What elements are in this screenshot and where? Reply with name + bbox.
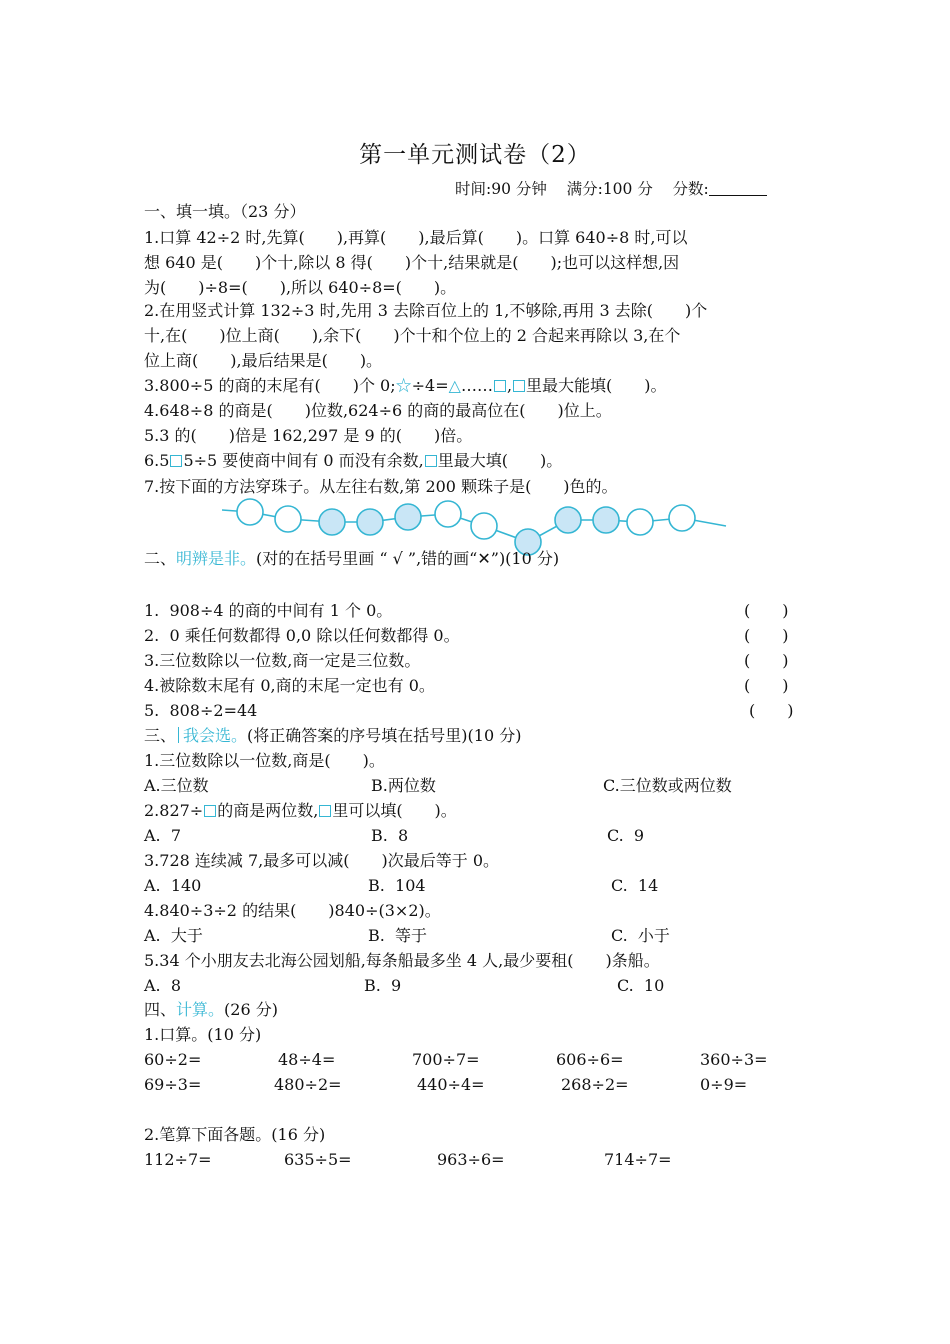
written-problem: 963÷6= [437, 1150, 505, 1169]
s1-q2-line2: 十,在( )位上商( ),余下( )个十和个位上的 2 合起来再除以 3,在个 [144, 326, 681, 345]
white-bead [627, 509, 653, 535]
oral-problem: 60÷2= [144, 1050, 202, 1069]
oral-problem: 69÷3= [144, 1075, 202, 1094]
s3-q3-stem: 3.728 连续减 7,最多可以减( )次最后等于 0。 [144, 851, 499, 870]
score-label: 分数: [672, 180, 709, 198]
white-bead [275, 506, 301, 532]
oral-problem: 268÷2= [561, 1075, 629, 1094]
written-problem: 714÷7= [604, 1150, 672, 1169]
oral-problem: 606÷6= [556, 1050, 624, 1069]
triangle-icon: △ [448, 376, 461, 395]
s1-q4: 4.648÷8 的商是( )位数,624÷6 的商的最高位在( )位上。 [144, 401, 612, 420]
option-b[interactable]: B.两位数 [371, 776, 436, 795]
written-problem: 112÷7= [144, 1150, 212, 1169]
s1-q3-text-a: 3.800÷5 的商的末尾有( )个 0; [144, 376, 396, 395]
beads-group [237, 499, 695, 555]
s1-q6-text-a: 6.5 [144, 451, 170, 470]
s2-item-1: 1. 908÷4 的商的中间有 1 个 0。 [144, 601, 393, 620]
white-bead [669, 505, 695, 531]
full-score: 满分:100 分 [566, 180, 653, 198]
written-calc-heading: 2.笔算下面各题。(16 分) [144, 1125, 326, 1144]
blue-bead [593, 507, 619, 533]
s1-q1-line1: 1.口算 42÷2 时,先算( ),再算( ),最后算( )。口算 640÷8 时,可以 [144, 228, 688, 247]
oral-problem: 0÷9= [700, 1075, 748, 1094]
option-c[interactable]: C.三位数或两位数 [603, 776, 732, 795]
oral-problem: 48÷4= [278, 1050, 336, 1069]
s2-item-4: 4.被除数末尾有 0,商的末尾一定也有 0。 [144, 676, 435, 695]
s2-heading-title: 明辨是非。 [176, 549, 257, 568]
option-a[interactable]: A. 7 [144, 826, 181, 845]
s2-item-2: 2. 0 乘任何数都得 0,0 除以任何数都得 0。 [144, 626, 460, 645]
option-b[interactable]: B. 9 [364, 976, 402, 995]
answer-paren[interactable]: ( ) [744, 676, 789, 695]
oral-problem: 480÷2= [274, 1075, 342, 1094]
square-icon [425, 455, 437, 467]
written-problem: 635÷5= [284, 1150, 352, 1169]
s1-q3-text-e: 里最大能填( )。 [526, 376, 667, 395]
oral-problem: 360÷3= [700, 1050, 768, 1069]
oral-problem: 440÷4= [417, 1075, 485, 1094]
section4-heading [144, 999, 278, 1021]
square-icon [204, 805, 216, 817]
option-a[interactable]: A. 8 [144, 976, 181, 995]
page-title: 第一单元测试卷（2） [359, 142, 591, 168]
s3-q5-stem: 5.34 个小朋友去北海公园划船,每条船最多坐 4 人,最少要租( )条船。 [144, 951, 660, 970]
white-bead [435, 501, 461, 527]
s1-q1-line2: 想 640 是( )个十,除以 8 得( )个十,结果就是( );也可以这样想,因 [144, 253, 680, 272]
s3-q1-stem: 1.三位数除以一位数,商是( )。 [144, 751, 385, 770]
star-icon: ☆ [395, 376, 412, 395]
s3-q2-text-a: 2.827÷ [144, 801, 204, 820]
s1-q3-text-c: …… [460, 376, 493, 395]
s1-q3 [144, 375, 667, 397]
s3-q4-stem: 4.840÷3÷2 的结果( )840÷(3×2)。 [144, 901, 441, 920]
s1-q3-text-d: , [506, 376, 513, 395]
option-c[interactable]: C. 14 [611, 876, 659, 895]
white-bead [237, 499, 263, 525]
square-icon [513, 380, 525, 392]
s1-q2-line1: 2.在用竖式计算 132÷3 时,先用 3 去除百位上的 1,不够除,再用 3 去除( )个 [144, 301, 708, 320]
s1-q1-line3: 为( )÷8=( ),所以 640÷8=( )。 [144, 278, 457, 297]
answer-paren[interactable]: ( ) [744, 626, 789, 645]
answer-paren[interactable]: ( ) [749, 701, 794, 720]
s2-item-5: 5. 808÷2=44 [144, 701, 258, 720]
section1-heading: 一、填一填。（23 分） [144, 202, 306, 221]
text-cursor [178, 727, 179, 743]
square-icon [319, 805, 331, 817]
s1-q6 [144, 450, 562, 472]
option-c[interactable]: C. 小于 [611, 926, 670, 945]
option-c[interactable]: C. 10 [617, 976, 665, 995]
s3-heading-num: 三、 [144, 726, 177, 745]
option-b[interactable]: B. 104 [368, 876, 426, 895]
s1-q6-text-c: 里最大填( )。 [437, 451, 563, 470]
s1-q2-line3: 位上商( ),最后结果是( )。 [144, 351, 383, 370]
score-blank[interactable] [709, 181, 767, 196]
answer-paren[interactable]: ( ) [744, 601, 789, 620]
s2-item-3: 3.三位数除以一位数,商一定是三位数。 [144, 651, 421, 670]
exam-meta [455, 177, 767, 199]
oral-calc-heading: 1.口算。(10 分) [144, 1025, 262, 1044]
s3-heading-note: (将正确答案的序号填在括号里)(10 分) [247, 726, 522, 745]
blue-bead [555, 507, 581, 533]
s2-heading-num: 二、 [144, 549, 177, 568]
s2-heading-note: (对的在括号里画 “ √ ”,错的画“✕”)(10 分) [256, 549, 560, 568]
blue-bead [357, 509, 383, 535]
section2-heading [144, 548, 559, 570]
option-a[interactable]: A.三位数 [144, 776, 209, 795]
section3-heading [144, 725, 521, 747]
s1-q5: 5.3 的( )倍是 162,297 是 9 的( )倍。 [144, 426, 473, 445]
oral-problem: 700÷7= [412, 1050, 480, 1069]
s1-q6-text-b: 5÷5 要使商中间有 0 而没有余数, [183, 451, 424, 470]
option-c[interactable]: C. 9 [607, 826, 645, 845]
s3-q2-text-c: 里可以填( )。 [332, 801, 457, 820]
option-b[interactable]: B. 等于 [368, 926, 428, 945]
bead-string-figure [222, 494, 732, 556]
blue-bead [395, 504, 421, 530]
s1-q7: 7.按下面的方法穿珠子。从左往右数,第 200 颗珠子是( )色的。 [144, 477, 618, 496]
option-a[interactable]: A. 大于 [144, 926, 203, 945]
white-bead [471, 513, 497, 539]
s4-heading-title: 计算。 [176, 1000, 225, 1019]
s4-heading-note: (26 分) [224, 1000, 278, 1019]
blue-bead [319, 509, 345, 535]
time-limit: 时间:90 分钟 [455, 180, 547, 198]
option-b[interactable]: B. 8 [371, 826, 409, 845]
square-icon [494, 380, 506, 392]
option-a[interactable]: A. 140 [144, 876, 202, 895]
s4-heading-num: 四、 [144, 1000, 177, 1019]
s3-heading-title: 我会选。 [183, 726, 248, 745]
square-icon [170, 455, 182, 467]
s1-q3-text-b: ÷4= [411, 376, 449, 395]
s3-q2-text-b: 的商是两位数, [217, 801, 319, 820]
s3-q2-stem [144, 800, 457, 822]
answer-paren[interactable]: ( ) [744, 651, 789, 670]
